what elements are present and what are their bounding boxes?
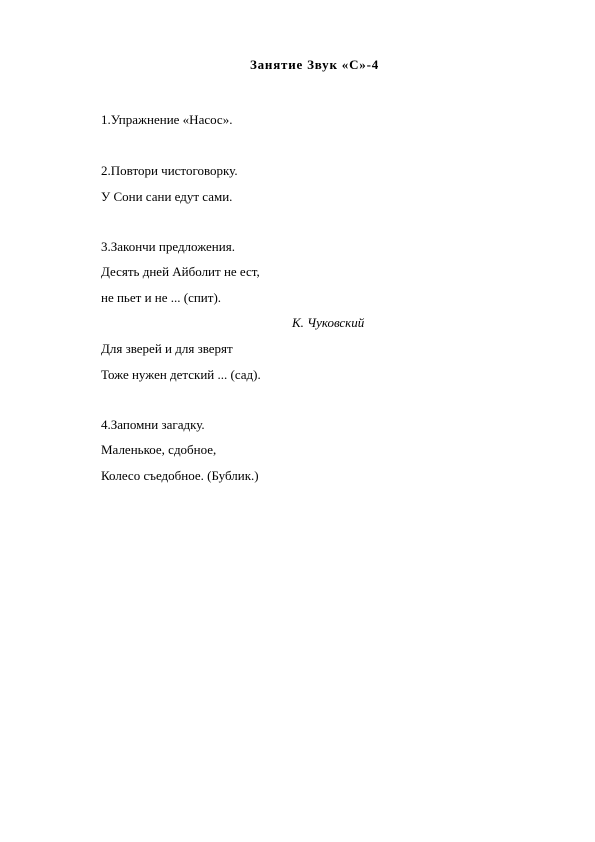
page-title: Занятие Звук «С»-4 xyxy=(249,57,380,72)
riddle-line-1: Маленькое, сдобное, xyxy=(101,442,217,457)
riddle-line-2: Колесо съедобное. (Бублик.) xyxy=(101,468,259,483)
tongue-twister-line: У Сони сани едут сами. xyxy=(101,189,233,204)
poem-line-4: Тоже нужен детский ... (сад). xyxy=(101,367,261,382)
exercise-3-heading: 3.Закончи предложения. xyxy=(101,239,235,254)
exercise-4-heading: 4.Запомни загадку. xyxy=(101,417,205,432)
poem-line-3: Для зверей и для зверят xyxy=(101,341,233,356)
poem-attribution: К. Чуковский xyxy=(292,315,365,330)
exercise-2-heading: 2.Повтори чистоговорку. xyxy=(101,163,238,178)
exercise-1-heading: 1.Упражнение «Насос». xyxy=(101,112,233,127)
poem-line-1: Десять дней Айболит не ест, xyxy=(101,264,260,279)
poem-line-2: не пьет и не ... (спит). xyxy=(101,290,222,305)
